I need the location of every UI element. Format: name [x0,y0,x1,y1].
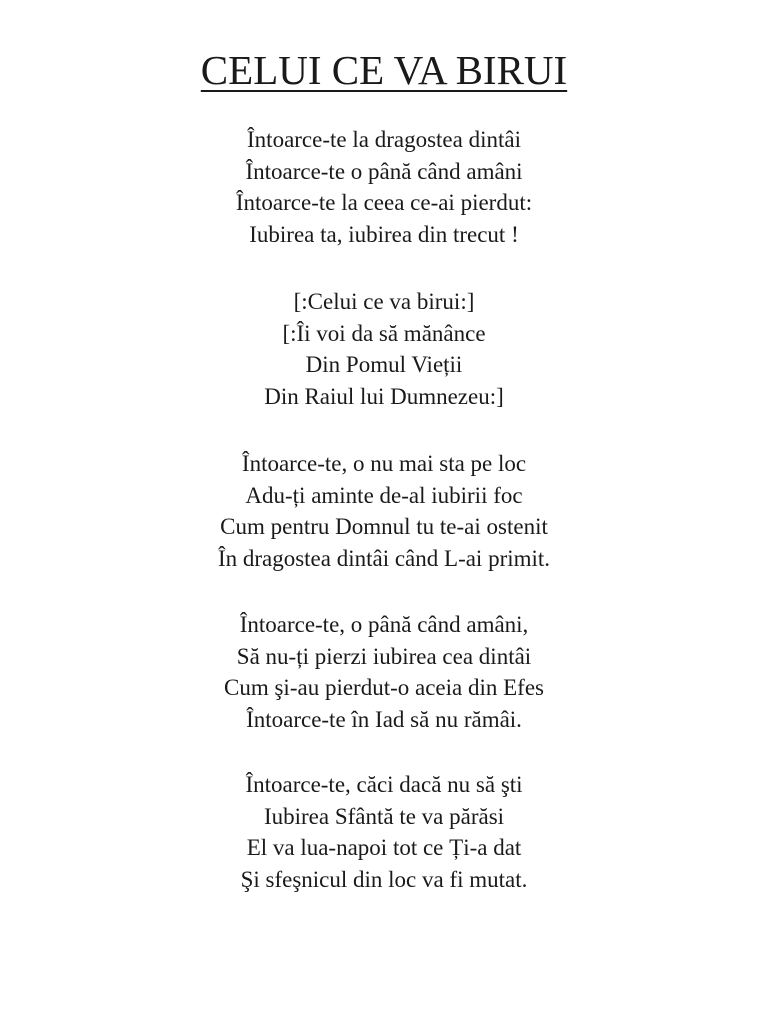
verse-line: Iubirea Sfântă te va părăsi [263,803,505,829]
verse-line: Întoarce-te la ceea ce-ai pierdut: [235,190,533,215]
verse-line: Întoarce-te, o nu mai sta pe loc [241,451,527,476]
verse-line: Adu-ți aminte de-al iubirii foc [245,482,523,508]
verse-line: El va lua-napoi tot ce Ți-a dat [246,835,522,860]
stanza-2-chorus [0,286,768,412]
verse-line: Întoarce-te o până când amâni [245,158,523,184]
stanza-1 [0,124,768,250]
verse-line: Cum pentru Domnul tu te-ai ostenit [220,514,548,539]
verse-line: [:Îi voi da să mănânce [282,320,486,346]
verse-line: În dragostea dintâi când L-ai primit. [217,545,551,571]
verse-line: Şi sfeşnicul din loc va fi mutat. [240,866,528,892]
verse-line: Din Raiul lui Dumnezeu:] [264,383,504,409]
verse-line: [:Celui ce va birui:] [293,289,475,314]
page-title-text: CELUI CE VA BIRUI [200,47,568,93]
verse-line: Întoarce-te în Iad să nu rămâi. [246,706,522,732]
stanza-4 [0,609,768,735]
verse-line: Întoarce-te la dragostea dintâi [247,127,521,152]
verse-line: Cum şi-au pierdut-o aceia din Efes [224,675,544,700]
page-title [0,44,768,96]
stanza-5 [0,769,768,895]
verse-line: Întoarce-te, căci dacă nu să şti [245,772,523,797]
verse-line: Iubirea ta, iubirea din trecut ! [249,221,519,247]
verse-line: Să nu-ți pierzi iubirea cea dintâi [236,643,532,669]
verse-line: Din Pomul Vieții [305,352,463,377]
verse-line: Întoarce-te, o până când amâni, [239,612,529,637]
stanza-3 [0,448,768,574]
